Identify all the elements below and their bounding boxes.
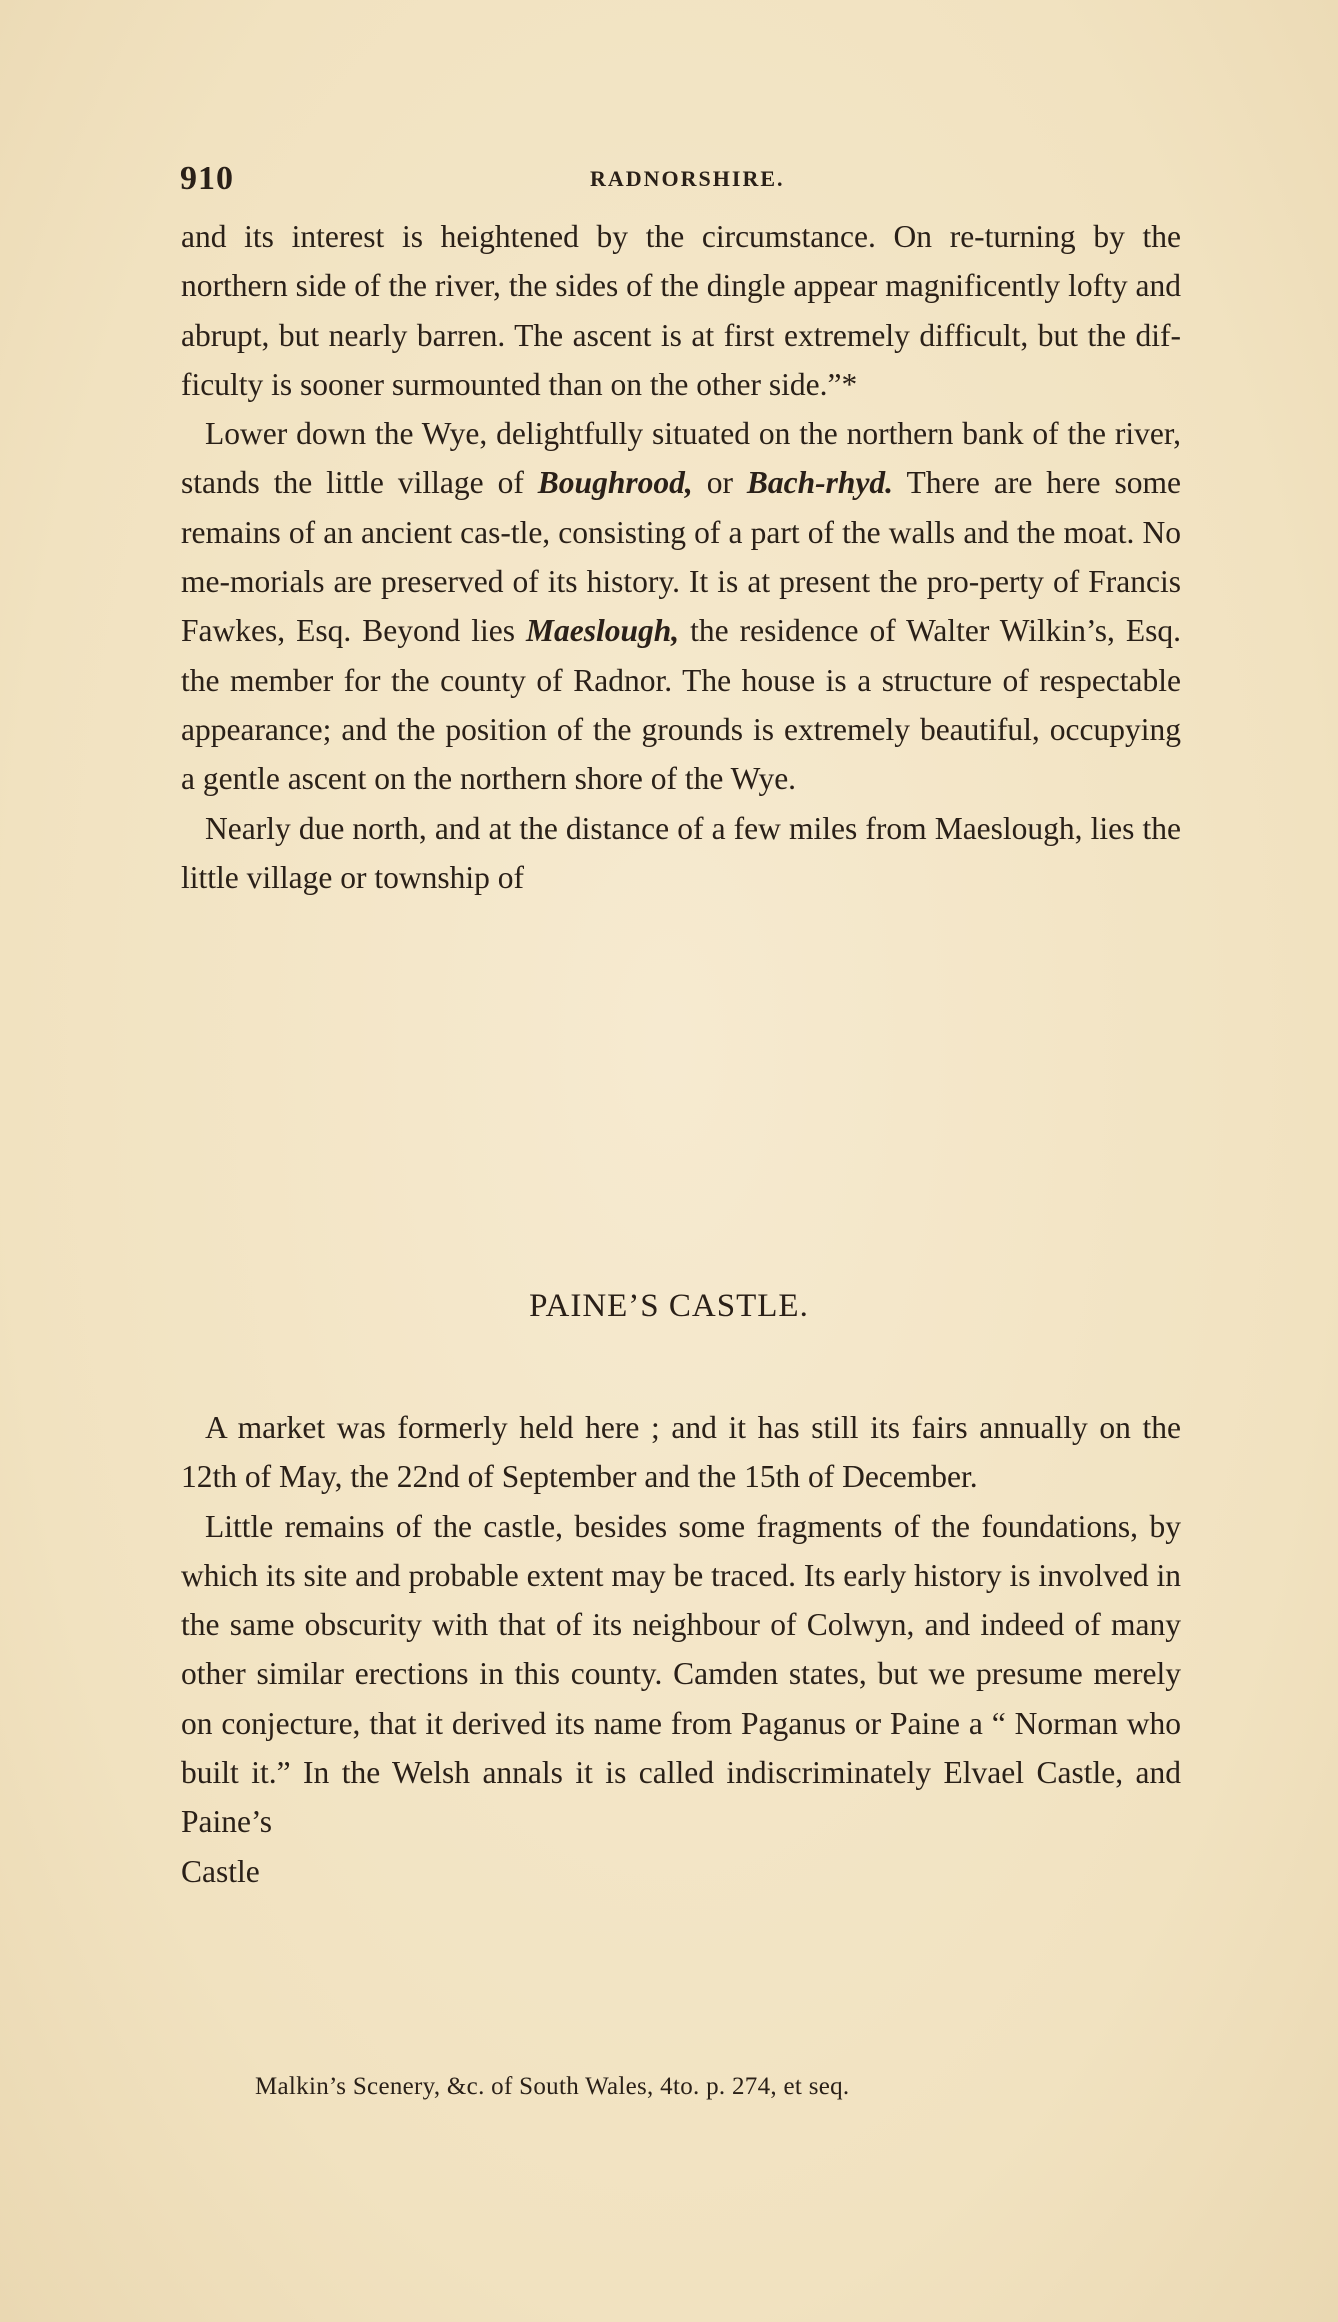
paragraph-boughrood bbox=[181, 409, 1181, 803]
text-block-top bbox=[181, 212, 1181, 902]
paragraph-text: Lower down the Wye, delightfully situated on the northern bank of the river, stands the little village of bbox=[181, 416, 1181, 501]
page-number: 910 bbox=[180, 160, 234, 197]
catchword: Castle bbox=[181, 1853, 260, 1889]
place-name-italic: Boughrood, bbox=[537, 465, 693, 501]
page-header bbox=[0, 160, 1338, 200]
paragraph-text: There are here some remains of an ancient cas-tle, consisting of a part of the walls and the moat. No me-morials are preserved of its history. It is at present the pro-perty of Francis Fawkes, Esq. Beyond lies bbox=[181, 465, 1181, 649]
paragraph-text: the residence of Walter Wilkin’s, Esq. the member for the county of Radnor. The house is a structure of respectable appearance; and the position of the grounds is extremely beautiful, occupying a gentle ascent on the northern shore of the Wye. bbox=[181, 613, 1181, 797]
place-name-italic: Bach-rhyd. bbox=[746, 465, 894, 501]
place-name-italic: Maeslough, bbox=[525, 613, 680, 649]
paragraph-continuation: and its interest is heightened by the circumstance. On re-turning by the northern side of the river, the sides of the dingle appear magnificently lofty and abrupt, but nearly barren. The ascent is at first extremely difficult, but the dif-ficulty is sooner surmounted than on the other side.”* bbox=[181, 219, 1181, 402]
footnote: Malkin’s Scenery, &c. of South Wales, 4to. p. 274, et seq. bbox=[255, 2073, 850, 2100]
paragraph-nearly-due-north: Nearly due north, and at the distance of a few miles from Maeslough, lies the little village or township of bbox=[181, 810, 1181, 895]
paragraph-castle-remains: Little remains of the castle, besides some fragments of the foundations, by which its site and probable extent may be traced. Its early history is involved in the same obscurity with that of its neighbour of Colwyn, and indeed of many other similar erections in this county. Camden states, but we presume merely on conjecture, that it derived its name from Paganus or Paine a “ Norman who built it.” In the Welsh annals it is called indiscriminately Elvael Castle, and Paine’s bbox=[181, 1508, 1181, 1840]
running-title: RADNORSHIRE. bbox=[590, 166, 785, 191]
section-heading: PAINE’S CASTLE. bbox=[529, 1288, 809, 1324]
paragraph-market: A market was formerly held here ; and it has still its fairs annually on the 12th of May, the 22nd of September and the 15th of December. bbox=[181, 1410, 1181, 1495]
paragraph-text: or bbox=[692, 465, 747, 501]
text-block-bottom bbox=[181, 1403, 1181, 1896]
